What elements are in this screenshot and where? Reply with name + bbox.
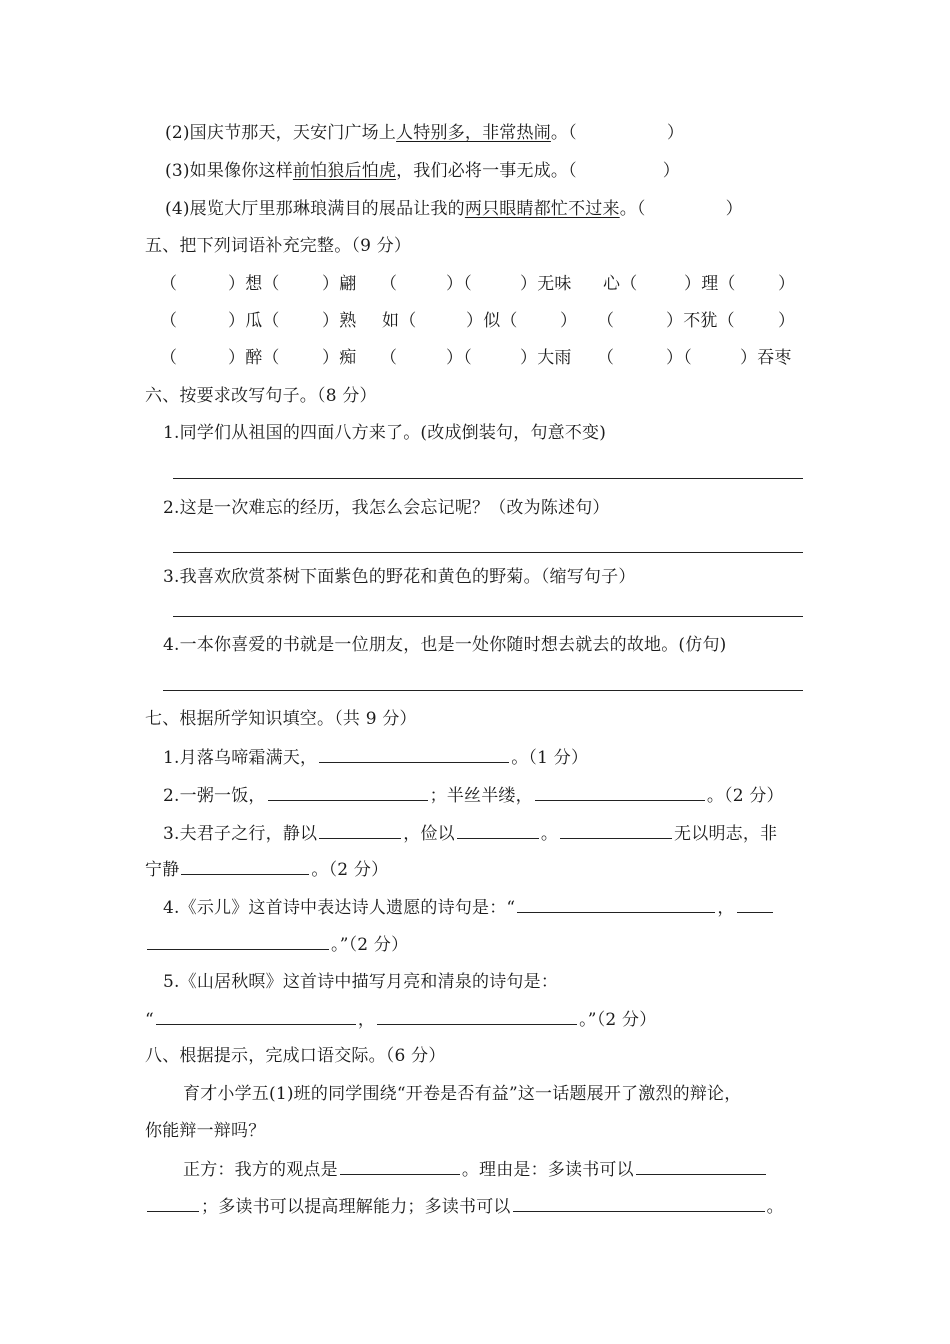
q7-3-text-c: 。: [540, 824, 559, 844]
q7-1-blank[interactable]: [319, 746, 509, 763]
q7-3-text-e: 宁静: [145, 860, 180, 880]
q6-1-answer-line[interactable]: [173, 478, 803, 479]
q7-4-text: 4.《示儿》这首诗中表达诗人遗愿的诗句是：“: [163, 898, 516, 918]
idiom-r2-6: （: [597, 311, 615, 331]
q4-4-close: ）: [725, 199, 743, 219]
q7-2-blank-1[interactable]: [268, 784, 428, 801]
q7-5-comma: ，: [357, 1010, 376, 1030]
idiom-r2-5: ）: [560, 311, 578, 331]
idiom-r1-0: （: [160, 274, 178, 294]
q7-1-score: 。（1 分）: [511, 748, 589, 768]
q7-3-score: 。（2 分）: [311, 860, 389, 880]
q7-5-blank-2[interactable]: [377, 1008, 577, 1025]
idiom-r1-6: 心（: [603, 274, 638, 294]
section8-prompt-2: 你能辩一辩吗？: [145, 1121, 266, 1141]
q7-3-blank-3[interactable]: [560, 822, 672, 839]
q4-4-text: (4)展览大厅里那琳琅满目的展品让我的: [165, 199, 465, 219]
idiom-r2-0: （: [160, 311, 178, 331]
q7-3: [163, 822, 777, 845]
idiom-r1-1: ）想（: [228, 274, 280, 294]
section8-title: 八、根据提示，完成口语交际。（6 分）: [145, 1046, 446, 1066]
q4-3-text: (3)如果像你这样: [165, 161, 293, 181]
q7-3-blank-4[interactable]: [181, 858, 309, 875]
q7-5-cont: [145, 1008, 656, 1031]
section5-title: 五、把下列词语补充完整。（9 分）: [145, 236, 412, 256]
section6-title: 六、按要求改写句子。（8 分）: [145, 386, 377, 406]
q4-2-open: 。（: [550, 123, 577, 143]
q4-3: [165, 160, 680, 182]
q7-5-blank-1[interactable]: [156, 1008, 356, 1025]
idiom-r2-7: ）不犹（: [666, 311, 735, 331]
section8-pro-text-a: 正方：我方的观点是: [183, 1160, 338, 1180]
q7-5-open-quote: “: [145, 1010, 154, 1030]
q4-2: [165, 122, 684, 144]
q7-3-text-a: 3.夫君子之行，静以: [163, 824, 318, 844]
q7-3-text-d: 无以明志，非: [674, 824, 778, 844]
section8-pro-text-b: 。理由是：多读书可以: [461, 1160, 634, 1180]
idiom-r3-6: （: [597, 348, 615, 368]
q7-3-cont: [145, 858, 388, 881]
section8-pro-text-c: ；多读书可以提高理解能力；多读书可以: [201, 1197, 511, 1217]
idiom-r1-4: ）（: [446, 274, 472, 294]
q6-2-answer-line[interactable]: [173, 552, 803, 553]
q4-2-underlined: 人特别多，非常热闹: [396, 123, 551, 143]
q6-3-answer-line[interactable]: [173, 616, 803, 617]
q6-2: 2.这是一次难忘的经历，我怎么会忘记呢？（改为陈述句）: [163, 498, 610, 518]
q7-4-comma: ，: [717, 898, 735, 918]
idiom-r3-5: ）大雨: [520, 348, 572, 368]
idiom-r3-8: ）吞枣: [740, 348, 792, 368]
q4-4: [165, 198, 743, 220]
q7-4-score: 。”（2 分）: [331, 935, 409, 955]
idiom-r1-7: ）理（: [684, 274, 736, 294]
idiom-r3-3: （: [380, 348, 398, 368]
q6-4-answer-line[interactable]: [163, 690, 803, 691]
q7-4-blank-2[interactable]: [737, 896, 773, 913]
idiom-r3-4: ）（: [446, 348, 472, 368]
q7-4: [163, 896, 775, 919]
idiom-r2-8: ）: [778, 311, 796, 331]
q7-2-text-b: ；半丝半缕，: [429, 786, 533, 806]
idiom-r1-5: ）无味: [520, 274, 572, 294]
q7-3-blank-1[interactable]: [319, 822, 401, 839]
section8-pro-end: 。: [766, 1197, 784, 1217]
q7-2-text-a: 2.一粥一饭，: [163, 786, 266, 806]
idiom-r2-3: 如（: [382, 311, 417, 331]
section8-blank-4[interactable]: [513, 1195, 765, 1212]
idiom-r2-4: ）似（: [466, 311, 518, 331]
q4-3-underlined: 前怕狼后怕虎: [292, 161, 397, 181]
q6-1: 1.同学们从祖国的四面八方来了。(改成倒装句，句意不变): [163, 423, 607, 443]
section8-pro-1: [183, 1158, 768, 1181]
q7-4-blank-3[interactable]: [147, 933, 329, 950]
section8-prompt-1: 育才小学五(1)班的同学围绕“开卷是否有益”这一话题展开了激烈的辩论，: [183, 1084, 742, 1104]
idiom-r3-0: （: [160, 348, 178, 368]
q7-2: [163, 784, 784, 807]
q7-4-cont: [145, 933, 408, 956]
q7-3-blank-2[interactable]: [457, 822, 539, 839]
section7-title: 七、根据所学知识填空。（共 9 分）: [145, 709, 417, 729]
section8-blank-2[interactable]: [636, 1158, 766, 1175]
q4-2-text: (2)国庆节那天，天安门广场上: [165, 123, 397, 143]
q7-5: 5.《山居秋暝》这首诗中描写月亮和清泉的诗句是：: [163, 972, 559, 992]
section8-blank-3[interactable]: [147, 1195, 199, 1212]
idiom-r2-1: ）瓜（: [228, 311, 280, 331]
idiom-r1-8: ）: [778, 274, 796, 294]
idiom-r1-3: （: [380, 274, 398, 294]
q7-1: [163, 746, 588, 769]
idiom-r3-1: ）醉（: [228, 348, 280, 368]
q7-4-blank-1[interactable]: [517, 896, 715, 913]
q6-4: 4.一本你喜爱的书就是一位朋友，也是一处你随时想去就去的故地。(仿句): [163, 635, 727, 655]
q4-4-underlined: 两只眼睛都忙不过来: [464, 199, 620, 219]
q4-4-open: 。（: [619, 199, 646, 219]
q7-2-blank-2[interactable]: [535, 784, 705, 801]
idiom-r1-2: ）翩: [322, 274, 357, 294]
idiom-r3-2: ）痴: [322, 348, 357, 368]
q6-3: 3.我喜欢欣赏茶树下面紫色的野花和黄色的野菊。（缩写句子）: [163, 567, 636, 587]
section8-pro-2: [145, 1195, 784, 1218]
idiom-r2-2: ）熟: [322, 311, 357, 331]
section8-blank-1[interactable]: [340, 1158, 460, 1175]
q7-5-score: 。”（2 分）: [579, 1010, 657, 1030]
q4-3-close: ）: [662, 161, 680, 181]
q4-3-open: ，我们必将一事无成。（: [396, 161, 577, 181]
q7-2-score: 。（2 分）: [706, 786, 784, 806]
q4-2-close: ）: [666, 123, 685, 143]
q7-1-text: 1.月落乌啼霜满天，: [163, 748, 318, 768]
idiom-r3-7: ）（: [666, 348, 692, 368]
q7-3-text-b: ，俭以: [403, 824, 455, 844]
